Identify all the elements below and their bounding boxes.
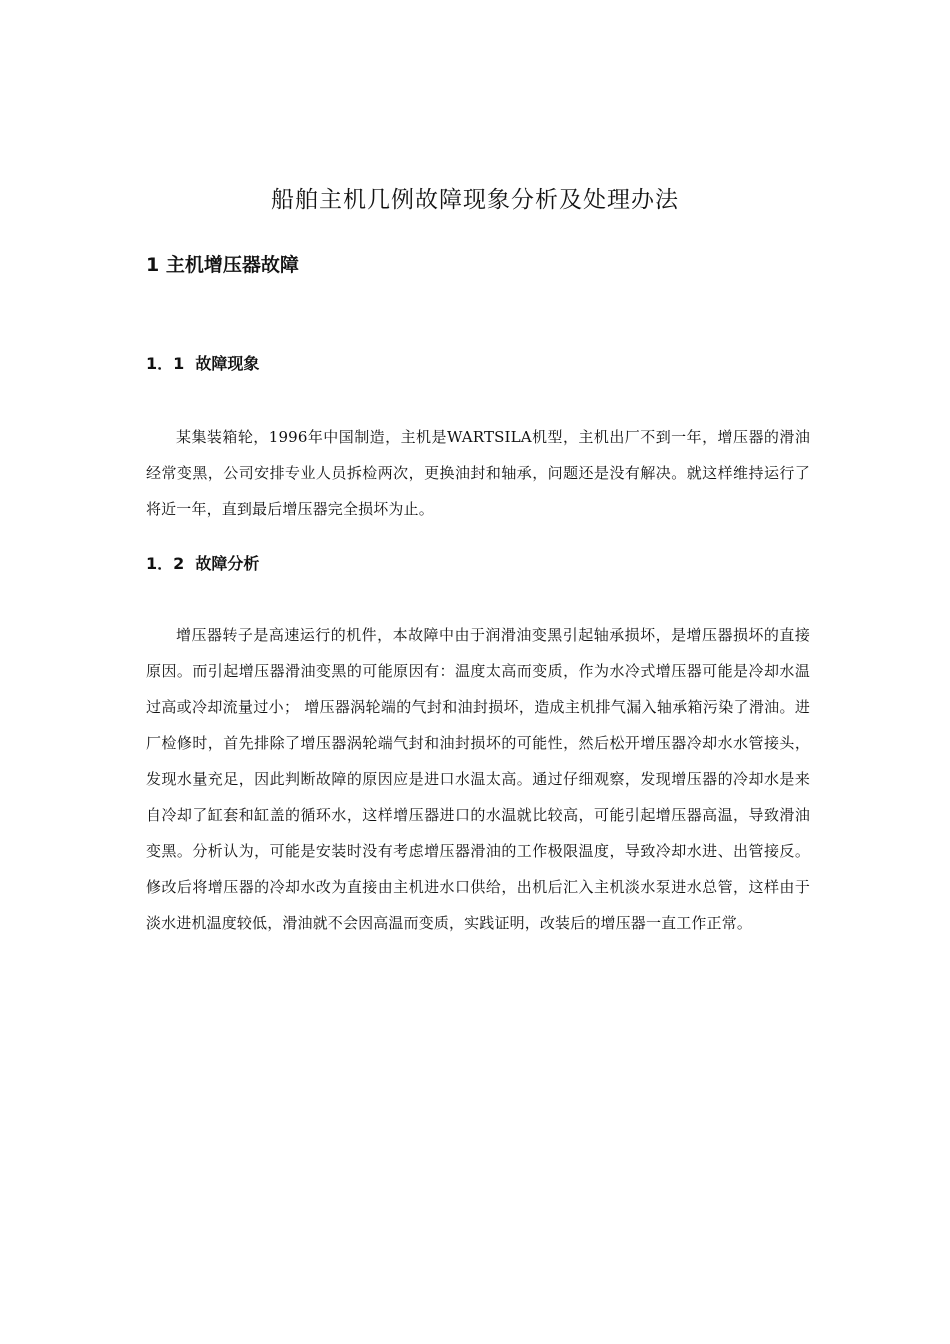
paragraph-fault-phenomenon: 某集装箱轮，1996年中国制造，主机是WARTSILA机型，主机出厂不到一年，增压器的滑油经常变黑，公司安排专业人员拆检两次，更换油封和轴承，问题还是没有解决。就这样维持运行了将近一年，直到最后增压器完全损坏为止。 xyxy=(146,428,810,518)
paragraph-fault-analysis: 增压器转子是高速运行的机件，本故障中由于润滑油变黑引起轴承损坏，是增压器损坏的直接原因。而引起增压器滑油变黑的可能原因有：温度太高而变质，作为水冷式增压器可能是冷却水温过高或冷却流量过小； 增压器涡轮端的气封和油封损坏，造成主机排气漏入轴承箱污染了滑油。进厂检修时，首先排除了增压器涡轮端气封和油封损坏的可能性，然后松开增压器冷却水水管接头，发现水量充足，因此判断故障的原因应是进口水温太高。通过仔细观察，发现增压器的冷却水是来自冷却了缸套和缸盖的循环水，这样增压器进口的水温就比较高，可能引起增压器高温，导致滑油变黑。分析认为，可能是安装时没有考虑增压器滑油的工作极限温度，导致冷却水进、出管接反。修改后将增压器的冷却水改为直接由主机进水口供给，出机后汇入主机淡水泵进水总管，这样由于淡水进机温度较低，滑油就不会因高温而变质，实践证明，改装后的增压器一直工作正常。 xyxy=(146,626,810,932)
section-heading-1: 1 主机增压器故障 xyxy=(146,254,299,276)
document-title: 船舶主机几例故障现象分析及处理办法 xyxy=(271,187,679,213)
subsection-heading-1-2: 1．2 故障分析 xyxy=(146,554,260,573)
subsection-heading-1-1: 1．1 故障现象 xyxy=(146,354,260,373)
